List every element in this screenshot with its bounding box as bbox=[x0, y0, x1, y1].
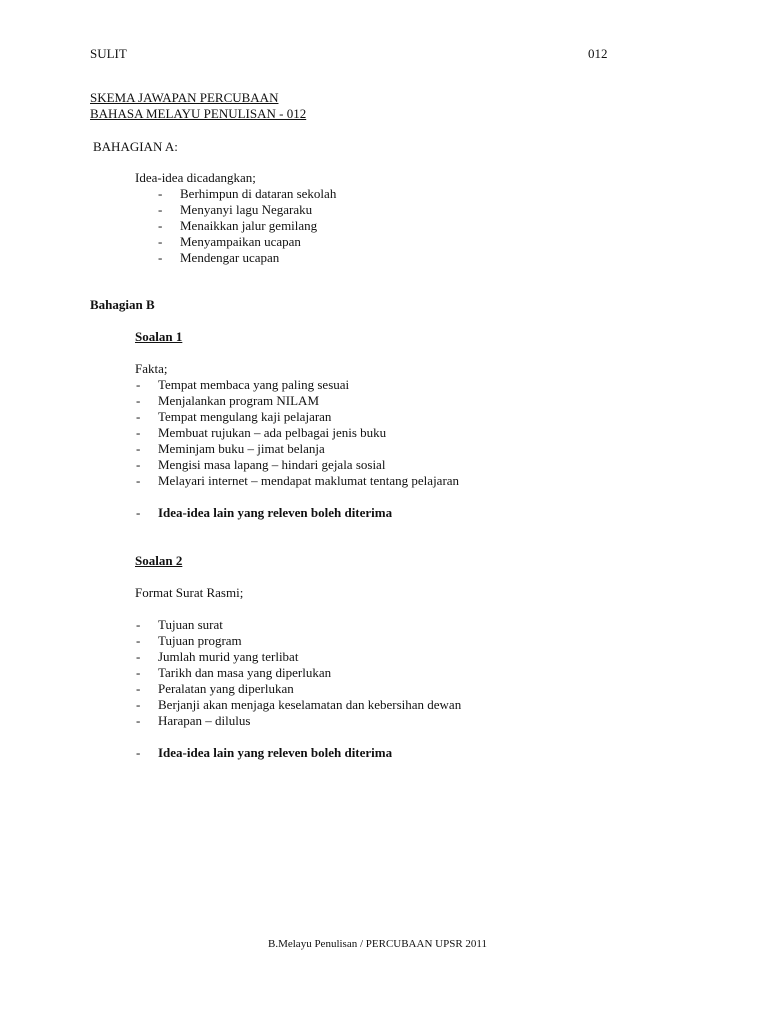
bullet-dash: - bbox=[136, 441, 141, 456]
note-text: Idea-idea lain yang releven boleh diterima bbox=[158, 505, 393, 520]
bullet-dash: - bbox=[136, 393, 141, 408]
bullet-dash: - bbox=[136, 473, 141, 488]
note-text: Idea-idea lain yang releven boleh diterima bbox=[158, 745, 393, 760]
bullet-dash: - bbox=[158, 234, 163, 249]
list-item-text: Menyanyi lagu Negaraku bbox=[180, 202, 313, 217]
bullet-dash: - bbox=[136, 665, 141, 680]
list-item-text: Berhimpun di dataran sekolah bbox=[180, 186, 337, 201]
bullet-dash: - bbox=[158, 218, 163, 233]
list-item-text: Mendengar ucapan bbox=[180, 250, 280, 265]
bullet-dash: - bbox=[136, 745, 141, 760]
header-code: 012 bbox=[588, 46, 608, 61]
bullet-dash: - bbox=[136, 505, 141, 520]
list-item-text: Mengisi masa lapang – hindari gejala sosial bbox=[158, 457, 386, 472]
bullet-dash: - bbox=[136, 409, 141, 424]
list-item-text: Tujuan surat bbox=[158, 617, 223, 632]
list-item-text: Menyampaikan ucapan bbox=[180, 234, 301, 249]
bullet-dash: - bbox=[136, 713, 141, 728]
list-item-text: Berjanji akan menjaga keselamatan dan kebersihan dewan bbox=[158, 697, 462, 712]
bullet-dash: - bbox=[158, 202, 163, 217]
bullet-dash: - bbox=[136, 425, 141, 440]
list-item-text: Jumlah murid yang terlibat bbox=[158, 649, 299, 664]
bullet-dash: - bbox=[136, 697, 141, 712]
list-item-text: Melayari internet – mendapat maklumat tentang pelajaran bbox=[158, 473, 460, 488]
bullet-dash: - bbox=[136, 457, 141, 472]
question-1-intro: Fakta; bbox=[135, 361, 168, 376]
header-classification: SULIT bbox=[90, 46, 127, 61]
list-item-text: Menaikkan jalur gemilang bbox=[180, 218, 318, 233]
list-item-text: Tujuan program bbox=[158, 633, 242, 648]
bullet-dash: - bbox=[136, 681, 141, 696]
section-a-intro: Idea-idea dicadangkan; bbox=[135, 170, 256, 185]
list-item-text: Harapan – dilulus bbox=[158, 713, 251, 728]
list-item-text: Membuat rujukan – ada pelbagai jenis buku bbox=[158, 425, 387, 440]
bullet-dash: - bbox=[136, 633, 141, 648]
list-item-text: Tempat membaca yang paling sesuai bbox=[158, 377, 350, 392]
list-item-text: Peralatan yang diperlukan bbox=[158, 681, 294, 696]
bullet-dash: - bbox=[136, 377, 141, 392]
page-footer: B.Melayu Penulisan / PERCUBAAN UPSR 2011 bbox=[268, 938, 488, 950]
doc-title-line2: BAHASA MELAYU PENULISAN - 012 bbox=[90, 106, 307, 121]
question-2-title: Soalan 2 bbox=[135, 553, 183, 568]
section-b-heading: Bahagian B bbox=[90, 297, 155, 312]
section-a-heading: BAHAGIAN A: bbox=[93, 139, 178, 154]
doc-title-line1: SKEMA JAWAPAN PERCUBAAN bbox=[90, 90, 279, 105]
question-2-intro: Format Surat Rasmi; bbox=[135, 585, 244, 600]
list-item-text: Menjalankan program NILAM bbox=[158, 393, 320, 408]
bullet-dash: - bbox=[158, 186, 163, 201]
list-item-text: Tempat mengulang kaji pelajaran bbox=[158, 409, 332, 424]
bullet-dash: - bbox=[158, 250, 163, 265]
bullet-dash: - bbox=[136, 649, 141, 664]
list-item-text: Meminjam buku – jimat belanja bbox=[158, 441, 325, 456]
question-1-title: Soalan 1 bbox=[135, 329, 183, 344]
list-item-text: Tarikh dan masa yang diperlukan bbox=[158, 665, 332, 680]
bullet-dash: - bbox=[136, 617, 141, 632]
